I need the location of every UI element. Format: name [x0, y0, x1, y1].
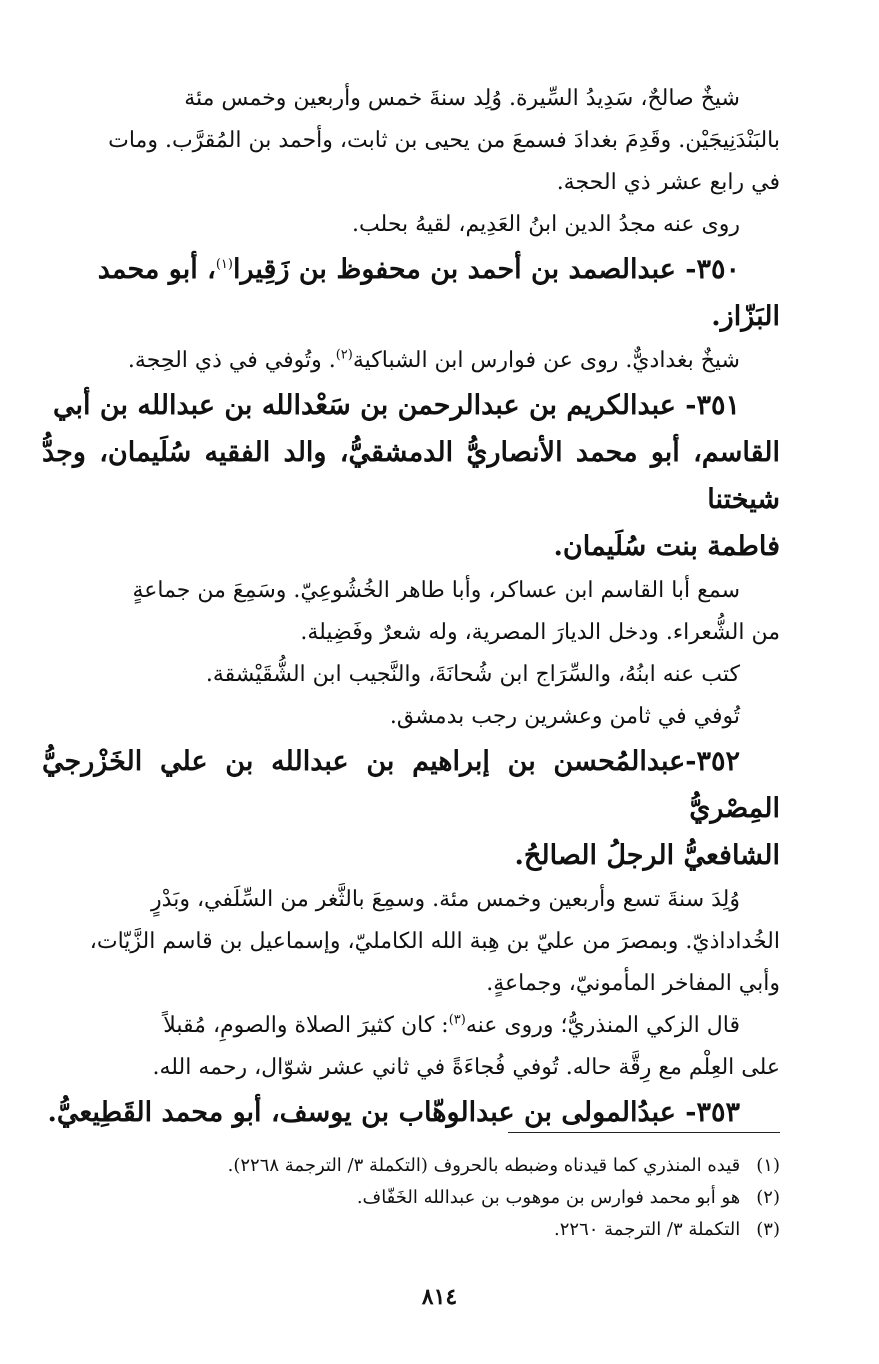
- text-line: سمع أبا القاسم ابن عساكر، وأبا طاهر الخُشُوعِيّ. وسَمِعَ من جماعةٍ: [132, 578, 740, 603]
- footnote-item: [42, 1182, 780, 1214]
- footnote-item: [42, 1214, 780, 1246]
- text-line: تُوفي في ثامن وعشرين رجب بدمشق.: [389, 704, 740, 729]
- text-line: من الشُّعراء. ودخل الديارَ المصرية، وله شعرٌ وفَضِيلة.: [300, 620, 780, 645]
- main-text: [42, 78, 780, 1136]
- entry-heading-352: ٣٥٢-عبدالمُحسن بن إبراهيم بن عبدالله بن علي الخَزْرجيُّ المِصْريُّ: [42, 746, 780, 824]
- entry-heading-350: [42, 246, 780, 293]
- footnote-label: (٢): [756, 1187, 780, 1208]
- footnote-marker: (٣): [448, 1012, 466, 1028]
- text-line: وُلِدَ سنةَ تسع وأربعين وخمس مئة. وسمِعَ بالثَّغر من السِّلَفي، وبَدْرٍ: [151, 887, 740, 912]
- footnote-label: (١): [756, 1155, 780, 1176]
- text-line: على العِلْم مع رِقَّة حاله. تُوفي فُجاءَةً في ثاني عشر شوّال، رحمه الله.: [152, 1055, 780, 1080]
- text-span: : كان كثيرَ الصلاة والصومِ، مُقبلاً: [163, 1013, 449, 1038]
- entry-heading-line: الشافعيُّ الرجلُ الصالحُ.: [514, 840, 780, 871]
- entry-heading-text: ، أبو محمد: [97, 254, 216, 285]
- entry-heading-line: البَزّاز.: [711, 301, 780, 332]
- footnote-marker: (١): [215, 257, 233, 272]
- text-line: شيخٌ صالحٌ، سَدِيدُ السِّيرة. وُلِد سنةَ خمس وأربعين وخمس مئة: [184, 86, 740, 111]
- entry-heading-text: ٣٥٠- عبدالصمد بن أحمد بن محفوظ بن زَقِيرا: [232, 254, 740, 285]
- footnote-text: التكملة ٣/ الترجمة ٢٢٦٠.: [554, 1219, 741, 1240]
- entry-heading-353: ٣٥٣- عبدُالمولى بن عبدالوهّاب بن يوسف، أبو محمد القَطِيعيُّ.: [47, 1097, 740, 1128]
- entry-heading-line: فاطمة بنت سُلَيمان.: [553, 531, 780, 562]
- text-line: روى عنه مجدُ الدين ابنُ العَدِيم، لقيهُ بحلب.: [351, 212, 740, 237]
- text-line: [42, 340, 780, 382]
- footnote-marker: (٢): [335, 347, 353, 363]
- text-line: [42, 1005, 780, 1047]
- text-span: شيخٌ بغداديٌّ. روى عن فوارس ابن الشباكية: [352, 348, 740, 373]
- text-line: وأبي المفاخر المأمونيّ، وجماعةٍ.: [486, 971, 780, 996]
- text-line: في رابع عشر ذي الحجة.: [556, 170, 780, 195]
- footnote-text: قيده المنذري كما قيدناه وضبطه بالحروف (التكملة ٣/ الترجمة ٢٢٦٨).: [227, 1155, 741, 1176]
- page-number: ٨١٤: [421, 1284, 458, 1310]
- entry-heading-351: ٣٥١- عبدالكريم بن عبدالرحمن بن سَعْدالله بن عبدالله بن أبي: [52, 390, 740, 421]
- text-span: . وتُوفي في ذي الحِجة.: [127, 348, 336, 373]
- footnote-label: (٣): [756, 1219, 780, 1240]
- text-span: قال الزكي المنذريُّ؛ وروى عنه: [465, 1013, 740, 1038]
- footnotes: [42, 1150, 780, 1246]
- footnote-divider: [508, 1132, 780, 1133]
- text-line: الخُداداذيّ. وبمصرَ من عليّ بن هِبة الله الكامليّ، وإسماعيل بن قاسم الزَّيّات،: [89, 929, 780, 954]
- text-line: بالبَنْدَنِيجَيْن. وقَدِمَ بغدادَ فسمعَ من يحيى بن ثابت، وأحمد بن المُقرَّب. ومات: [108, 128, 780, 153]
- text-line: كتب عنه ابنُهُ، والسِّرَاج ابن شُحانَةَ، والنَّجيب ابن الشُّقَيْشقة.: [205, 662, 740, 687]
- footnote-text: هو أبو محمد فوارس بن موهوب بن عبدالله الخَفّاف.: [356, 1187, 741, 1208]
- entry-heading-line: القاسم، أبو محمد الأنصاريُّ الدمشقيُّ، والد الفقيه سُلَيمان، وجدُّ شيختنا: [42, 437, 780, 515]
- footnote-item: [42, 1150, 780, 1182]
